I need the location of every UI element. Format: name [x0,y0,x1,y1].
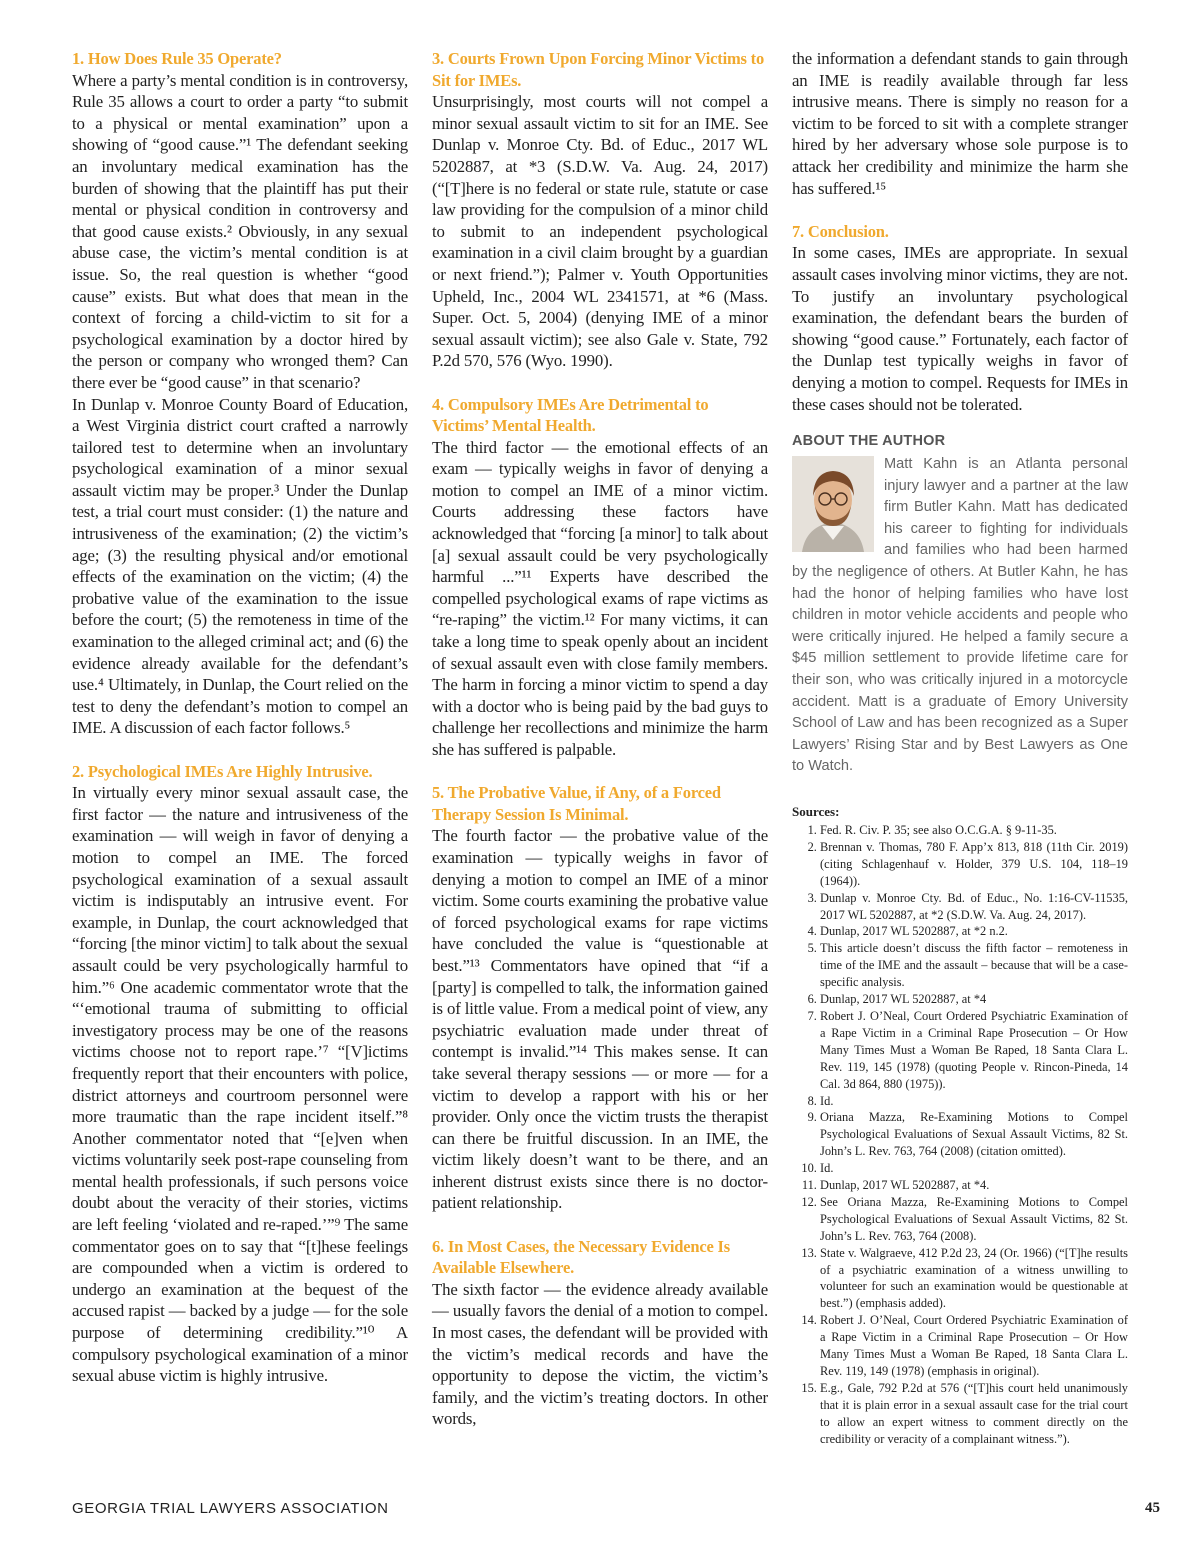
conclusion-paragraph: In some cases, IMEs are appropriate. In sexual assault cases involving minor victims, they are not. To justify an involuntary psychological examination, the defendant bears the burden of showing “good cause.” Fortunately, each factor of the Dunlap test typically weighs in favor of denying a motion to compel. Requests for IMEs in these cases should not be tolerated. [792,243,1128,414]
source-item: 9. Oriana Mazza, Re-Examining Motions to Compel Psychological Evaluations of Sexual Assault Victims, 82 St. John’s L. Rev. 763, 764 (2008) (citation omitted). [820,1109,1128,1160]
section-heading-3: 3. Courts Frown Upon Forcing Minor Victims to Sit for IMEs. [432,49,764,90]
column-1 [72,48,408,1387]
author-bio: Matt Kahn is an Atlanta personal injury lawyer and a partner at the law firm Butler Kahn. Matt has dedicated his career to fighting for individuals and families who had been harmed by the negligence of others. At Butler Kahn, he has had the honor of helping families who have lost children in motor vehicle accidents and people who were critically injured. He helped a family secure a $45 million settlement to provide lifetime care for their son, who was critically injured in a motorcycle accident. Matt is a graduate of Emory University School of Law and has been recognized as a Super Lawyers’ Rising Star and by Best Lawyers as One to Watch. [792,456,1128,775]
column-3 [792,48,1128,1448]
section-4-paragraph: The third factor — the emotional effects of an exam — typically weighs in favor of denying a motion to compel an IME of a minor victim. Courts addressing these factors have acknowledged that “forcing [a minor] to talk about [a] sexual assault could be very psychologically harmful ...”¹¹ Experts have described the compelled psychological exams of rape victims as “re-raping” the victim.¹² For many victims, it can take a long time to speak openly about an incident of sexual assault even with close family members. The harm in forcing a minor victim to spend a day with a doctor who is being paid by the bad guys to challenge her recollections and minimize the harm she has suffered is palpable. [432,437,768,759]
source-item: 14. Robert J. O’Neal, Court Ordered Psychiatric Examination of a Rape Victim in a Criminal Rape Prosecution – Or How Many Times Must a Woman Be Raped, 18 Santa Clara L. Rev. 119, 149 (1978) (emphasis in original). [820,1312,1128,1380]
source-item: 7. Robert J. O’Neal, Court Ordered Psychiatric Examination of a Rape Victim in a Criminal Rape Prosecution – Or How Many Times Must a Woman Be Raped, 18 Santa Clara L. Rev. 119, 145 (1978) (quoting People v. Rincon-Pineda, 14 Cal. 3d 864, 880 (1975)). [820,1008,1128,1093]
section-heading-4: 4. Compulsory IMEs Are Detrimental to Victims’ Mental Health. [432,394,709,436]
section-heading-6: 6. In Most Cases, the Necessary Evidence Is Available Elsewhere. [432,1236,730,1278]
section-1-paragraph-1: Where a party’s mental condition is in controversy, Rule 35 allows a court to order a party “to submit to a physical or mental examination” upon a showing of “good cause.”¹ The defendant seeking an involuntary medical examination has the burden of showing that the plaintiff has put their mental or physical condition in controversy and that good cause exists.² Obviously, in any sexual abuse case, the victim’s mental condition is at issue. So, the real question is whether “good cause” exists. But what does that mean in the context of forcing a child-victim to sit for a psychological examination by a doctor hired by the person or company who wronged them? Can there ever be “good cause” in that scenario? [72,70,408,392]
source-item: 8. Id. [820,1093,1128,1110]
source-item: 10. Id. [820,1160,1128,1177]
source-item: 2. Brennan v. Thomas, 780 F. App’x 813, 818 (11th Cir. 2019) (citing Schlagenhauf v. Holder, 379 U.S. 104, 118–19 (1964)). [820,839,1128,890]
source-item: 12. See Oriana Mazza, Re-Examining Motions to Compel Psychological Evaluations of Sexual Assault Victims, 82 St. John’s L. Rev. 763, 764 (2008). [820,1194,1128,1245]
author-portrait-image [792,456,874,552]
page-number: 45 [1145,1500,1160,1516]
section-heading-1: 1. How Does Rule 35 Operate? [72,49,282,68]
column-2 [432,48,768,1430]
source-item: 15. E.g., Gale, 792 P.2d at 576 (“[T]his court held unanimously that it is plain error in a sexual assault case for the trial court to allow an expert witness to comment directly on the credibility or veracity of a complainant witness.”). [820,1380,1128,1448]
section-3-paragraph: Unsurprisingly, most courts will not compel a minor sexual assault victim to sit for an IME. See Dunlap v. Monroe Cty. Bd. of Educ., 2017 WL 5202887, at *3 (S.D.W. Va. Aug. 24, 2017) (“[T]here is no federal or state rule, statute or case law providing for the compulsion of a minor child to submit to an independent psychological examination in a civil claim brought by a guardian or next friend.”); Palmer v. Youth Opportunities Upheld, Inc., 2004 WL 2341571, at *6 (Mass. Super. Oct. 5, 2004) (denying IME of a minor sexual assault victim); see also Gale v. State, 792 P.2d 570, 576 (Wyo. 1990). [432,92,768,371]
section-heading-2: 2. Psychological IMEs Are Highly Intrusive. [72,761,373,781]
author-photo [792,456,874,552]
section-1-paragraph-2: In Dunlap v. Monroe County Board of Education, a West Virginia district court crafted a narrowly tailored test to determine when an involuntary psychological examination of a minor sexual assault victim may be proper.³ Under the Dunlap test, a trial court must consider: (1) the nature and intrusiveness of the examination; (2) the victim’s age; (3) the resulting physical and/or emotional effects of the examination on the victim; (4) the probative value of the examination to the issue before the court; (5) the remoteness in time of the examination to the alleged criminal act; and (6) the evidence already available for the defendant’s use.⁴ Ultimately, in Dunlap, the Court relied on the test to deny the defendant’s motion to compel an IME. A discussion of each factor follows.⁵ [72,394,408,738]
publication-name: GEORGIA TRIAL LAWYERS ASSOCIATION [72,1500,389,1517]
section-5-paragraph: The fourth factor — the probative value of the examination — typically weighs in favor of denying a motion to compel an IME of a minor victim. Some courts examining the probative value of forced psychological exams for rape victims have concluded the value is “questionable at best.”¹³ Commentators have opined that “if a [party] is compelled to talk, the information gained is of little value. From a medical point of view, any psychiatric evaluation made under threat of contempt is invalid.”¹⁴ This makes sense. It can take several therapy sessions — or more — for a victim to develop a rapport with his or her provider. Only once the victim trusts the therapist can there be fruitful discussion. In an IME, the victim likely doesn’t want to be there, and an inherent distrust exists since there is no doctor-patient relationship. [432,826,768,1213]
author-block [792,454,1128,778]
source-item: 1. Fed. R. Civ. P. 35; see also O.C.G.A. § 9-11-35. [820,822,1128,839]
section-heading-5: 5. The Probative Value, if Any, of a Forced Therapy Session Is Minimal. [432,783,721,824]
section-6-paragraph: The sixth factor — the evidence already available — usually favors the denial of a motion to compel. In most cases, the defendant will be provided with the victim’s medical records and have the opportunity to depose the victim, the victim’s family, and the victim’s treating doctors. In other words, [432,1279,768,1429]
source-item: 11. Dunlap, 2017 WL 5202887, at *4. [820,1177,1128,1194]
source-item: 13. State v. Walgraeve, 412 P.2d 23, 24 (Or. 1966) (“[T]he results of a psychiatric examination of a witness unwilling to volunteer for such an examination would be questionable at best.”) (emphasis added). [820,1245,1128,1313]
sources-list [792,822,1128,1448]
source-item: 6. Dunlap, 2017 WL 5202887, at *4 [820,991,1128,1008]
continued-paragraph: the information a defendant stands to gain through an IME is readily available through far less intrusive means. There is simply no reason for a victim to be forced to sit with a complete stranger hired by her adversary whose sole purpose is to attack her credibility and minimize the harm she has suffered.¹⁵ [792,49,1128,198]
sources-heading: Sources: [792,804,840,819]
source-item: 5. This article doesn’t discuss the fifth factor – remoteness in time of the IME and the assault – because that will be a case-specific analysis. [820,940,1128,991]
source-item: 3. Dunlap v. Monroe Cty. Bd. of Educ., No. 1:16-CV-11535, 2017 WL 5202887, at *2 (S.D.W. Va. Aug. 24, 2017). [820,890,1128,924]
section-heading-7: 7. Conclusion. [792,221,889,241]
about-author-heading: ABOUT THE AUTHOR [792,433,946,450]
source-item: 4. Dunlap, 2017 WL 5202887, at *2 n.2. [820,923,1128,940]
section-2-paragraph: In virtually every minor sexual assault case, the first factor — the nature and intrusiveness of the examination — will weigh in favor of denying a motion to compel an IME. The forced psychological examination of a sexual assault victim is indisputably an intrusive event. For example, in Dunlap, the court acknowledged that “forcing [the minor victim] to talk about the sexual assault could be very psychologically harmful to him.”⁶ One academic commentator wrote that the “‘emotional trauma of submitting to official investigatory process may be one of the reasons victims choose not to report rape.’⁷ “[V]ictims frequently report that their encounters with police, district attorneys and courtroom personnel were more traumatic than the rape incident itself.”⁸ Another commentator noted that “[e]ven when victims voluntarily seek post-rape counseling from mental health professionals, if such persons voice doubt about the veracity of their stories, victims are left feeling ‘violated and re-raped.’”⁹ The same commentator goes on to say that “[t]hese feelings are compounded when a victim is ordered to undergo an examination at the bequest of the accused rapist — backed by a judge — for the sole purpose of determining credibility.”¹⁰ A compulsory psychological examination of a minor sexual abuse victim is highly intrusive. [72,783,408,1386]
